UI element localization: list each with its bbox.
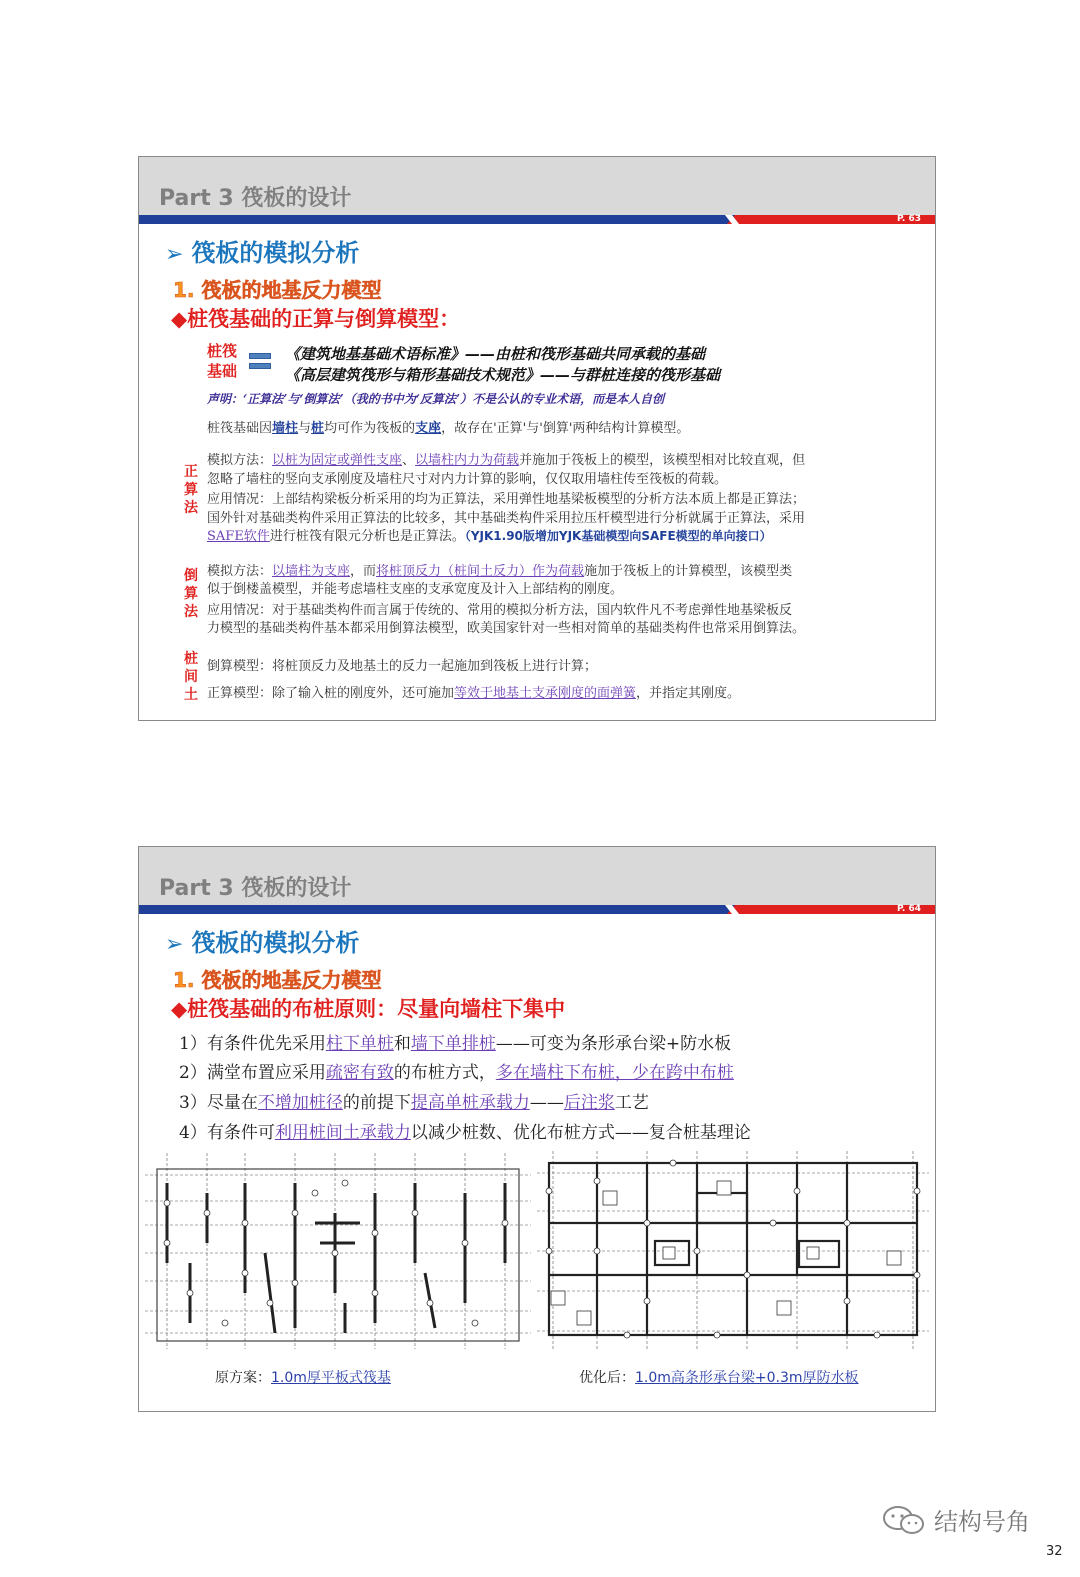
slide-page-number: P. 63 [896, 214, 921, 224]
reverse-line-b: 似于倒楼盖模型，并能考虑墙柱支座的支承宽度及计入上部结构的刚度。 [207, 582, 624, 597]
subtitle: 1. 筏板的地基反力模型 [173, 968, 382, 992]
caption-original: 原方案：1.0m厚平板式筏基 [215, 1370, 391, 1386]
subtitle: 1. 筏板的地基反力模型 [173, 278, 382, 302]
watermark-text: 结构号角 [934, 1508, 1030, 1536]
intro-line: 桩筏基础因墙柱与桩均可作为筏板的支座，故存在'正算'与'倒算'两种结构计算模型。 [207, 421, 690, 436]
slide-p63 [138, 156, 936, 721]
slide-header [139, 157, 935, 215]
slide-page-number: P. 64 [896, 904, 921, 914]
forward-method-label: 正算法 [184, 464, 198, 516]
reverse-line-c: 应用情况：对于基础类构件而言属于传统的、常用的模拟分析方法，国内软件凡不考虑弹性地基梁板反 [207, 603, 793, 618]
pile-raft-label: 桩筏 基础 [207, 342, 238, 380]
original-plan-drawing [145, 1153, 531, 1349]
soil-line-a: 倒算模型：将桩顶反力及地基土的反力一起施加到筏板上进行计算； [207, 659, 598, 674]
definition-2: 《高层建筑筏形与箱形基础技术规范》——与群桩连接的筏形基础 [285, 366, 721, 384]
arrow-icon: ➢ [165, 932, 184, 957]
equals-icon [249, 353, 271, 373]
soil-label: 桩间土 [184, 651, 198, 703]
principle-3: 3）尽量在不增加桩径的前提下提高单桩承载力——后注浆工艺 [179, 1093, 649, 1113]
forward-line-e: SAFE软件进行桩筏有限元分析也是正算法。（YJK1.90版增加YJK基础模型向SAFE模型的单向接口） [207, 529, 772, 544]
section-title: ➢ 筏板的模拟分析 [165, 239, 360, 267]
optimized-plan-drawing [537, 1151, 929, 1349]
principle-1: 1）有条件优先采用柱下单桩和墙下单排桩——可变为条形承台梁+防水板 [179, 1034, 732, 1054]
principle-4: 4）有条件可利用桩间土承载力以减少桩数、优化布桩方式——复合桩基理论 [179, 1123, 751, 1143]
heading: ◆桩筏基础的正算与倒算模型： [171, 307, 461, 331]
disclaimer-note: 声明：‘正算法’与‘倒算法’（我的书中为‘反算法’）不是公认的专业术语，而是本人自创 [207, 392, 665, 406]
slide-part-title: Part 3 筏板的设计 [159, 186, 352, 211]
page-number: 32 [1046, 1544, 1063, 1559]
header-bar [139, 905, 935, 914]
forward-line-c: 应用情况：上部结构梁板分析采用的均为正算法，采用弹性地基梁板模型的分析方法本质上都是正算法； [207, 492, 806, 507]
header-bar [139, 215, 935, 224]
definition-1: 《建筑地基基础术语标准》——由桩和筏形基础共同承载的基础 [285, 345, 706, 363]
wechat-icon [882, 1505, 926, 1535]
slide-p64 [138, 846, 936, 1412]
slide-part-title: Part 3 筏板的设计 [159, 876, 352, 901]
forward-line-a: 模拟方法：以桩为固定或弹性支座、以墙柱内力为荷载并施加于筏板上的模型，该模型相对比较直观，但 [207, 453, 806, 468]
reverse-line-d: 力模型的基础类构件基本都采用倒算法模型，欧美国家针对一些相对简单的基础类构件也常采用倒算法。 [207, 621, 806, 636]
reverse-line-a: 模拟方法：以墙柱为支座，而将桩顶反力（桩间土反力）作为荷载施加于筏板上的计算模型，该模型类 [207, 564, 793, 579]
wechat-watermark [882, 1502, 1030, 1537]
forward-line-d: 国外针对基础类构件采用正算法的比较多，其中基础类构件采用拉压杆模型进行分析就属于正算法，采用 [207, 511, 806, 526]
reverse-method-label: 倒算法 [184, 568, 198, 620]
soil-line-b: 正算模型：除了输入桩的刚度外，还可施加等效于地基土支承刚度的面弹簧，并指定其刚度。 [207, 686, 741, 701]
arrow-icon: ➢ [165, 242, 184, 267]
forward-line-b: 忽略了墙柱的竖向支承刚度及墙柱尺寸对内力计算的影响，仅仅取用墙柱传至筏板的荷载。 [207, 472, 728, 487]
principle-2: 2）满堂布置应采用疏密有致的布桩方式，多在墙柱下布桩，少在跨中布桩 [179, 1063, 734, 1083]
slide-header [139, 847, 935, 905]
caption-optimized: 优化后：1.0m高条形承台梁+0.3m厚防水板 [579, 1370, 859, 1386]
heading: ◆桩筏基础的布桩原则：尽量向墙柱下集中 [171, 996, 566, 1021]
section-title: ➢ 筏板的模拟分析 [165, 929, 360, 957]
